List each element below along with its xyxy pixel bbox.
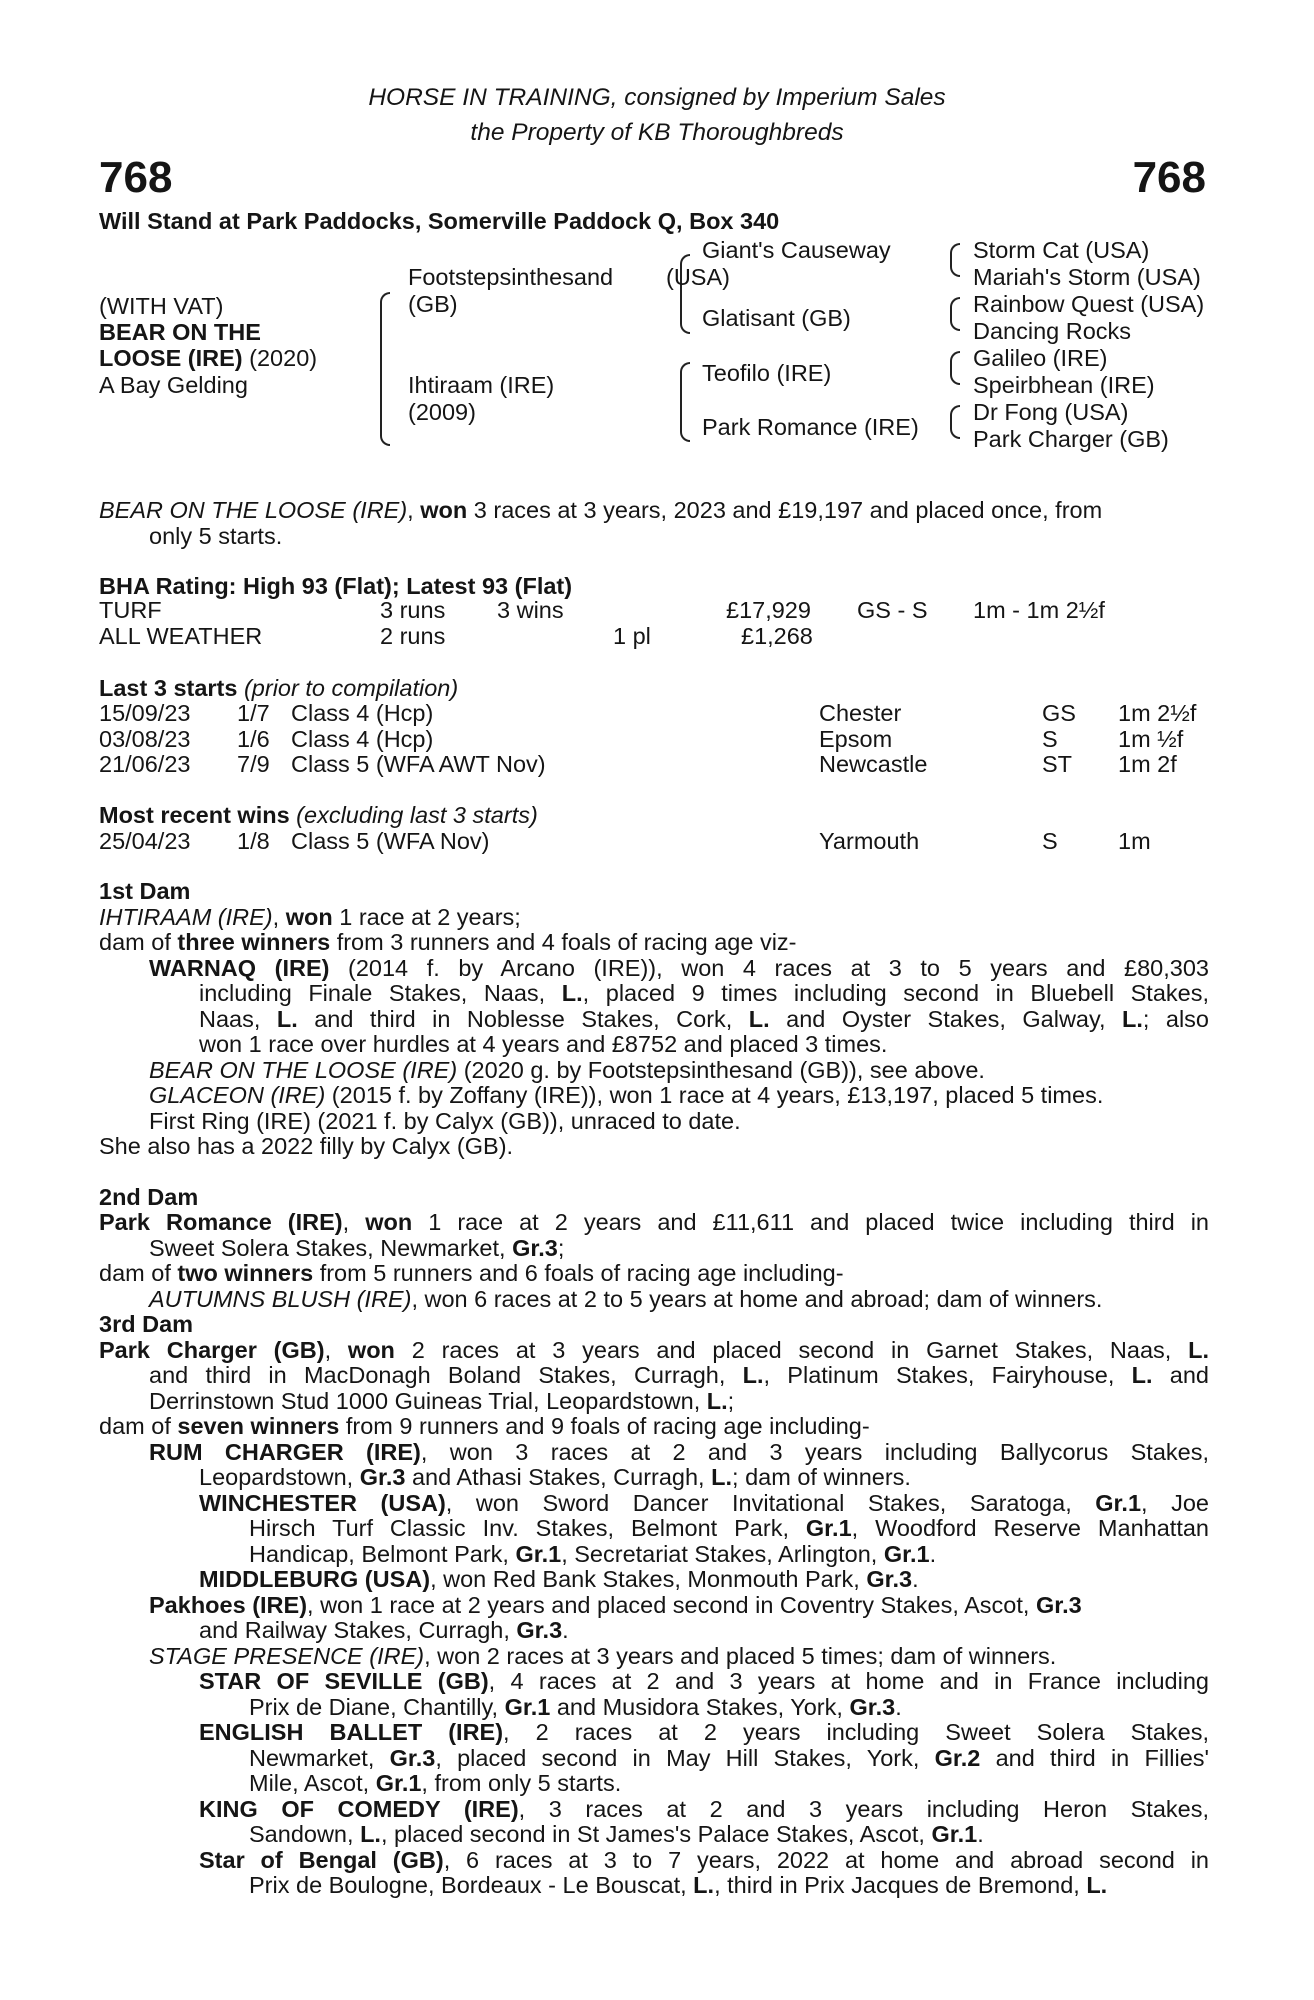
text: seven winners — [177, 1413, 340, 1439]
summary-line-2: only 5 starts. — [149, 523, 283, 549]
sire-sire-line-1: Giant's Causeway — [702, 237, 891, 263]
glaceon-line — [99, 1083, 1209, 1109]
middleburg-name: MIDDLEBURG (USA) — [199, 1566, 431, 1592]
horse-year: (2020) — [242, 345, 318, 371]
dam2-name: Park Romance (IRE) — [99, 1209, 343, 1235]
text: won — [347, 1336, 395, 1363]
dam1-line — [99, 905, 1209, 931]
run-class: Class 5 (WFA Nov) — [291, 828, 490, 854]
sss: Storm Cat (USA) — [973, 237, 1150, 263]
text: , 3 races at 2 and 3 years including Heron Stakes, — [518, 1795, 1209, 1822]
warnaq-line-4: won 1 race over hurdles at 4 years and £8752 and placed 3 times. — [199, 1031, 888, 1057]
horse-name-part: LOOSE (IRE) — [99, 345, 243, 371]
brace-3 — [680, 362, 690, 442]
run-going: ST — [1042, 751, 1073, 777]
group-mark: Gr.1 — [504, 1693, 551, 1720]
text: Derrinstown Stud 1000 Guineas Trial, Leopardstown, — [149, 1387, 707, 1414]
text: . — [929, 1540, 937, 1567]
text: Sweet Solera Stakes, Newmarket, — [149, 1234, 513, 1261]
text: GLACEON (IRE) — [149, 1082, 326, 1108]
run-distance: 1m ½f — [1118, 726, 1184, 752]
text: and third in MacDonagh Boland Stakes, Curragh, — [149, 1362, 743, 1388]
run-position: 7/9 — [237, 751, 270, 777]
text: two winners — [177, 1260, 314, 1286]
text: Sandown, — [249, 1821, 361, 1847]
summary-comma: , — [407, 497, 414, 523]
rating-title: BHA Rating: High 93 (Flat); Latest 93 (Flat) — [99, 573, 573, 599]
rating-prize: £17,929 — [726, 597, 811, 623]
horse-name-line-1: BEAR ON THE — [99, 319, 261, 345]
listed-mark: L. — [742, 1362, 764, 1388]
eng-line-3 — [99, 1771, 1209, 1797]
text: and Musidora Stakes, York, — [550, 1693, 850, 1720]
text: , won Red Bank Stakes, Monmouth Park, — [430, 1566, 867, 1592]
group-mark: Gr.3 — [1035, 1591, 1082, 1618]
warnaq-line-1 — [99, 956, 1209, 982]
text: , 2 races at 2 years including Sweet Solera Stakes, — [503, 1719, 1209, 1745]
horse-name-line-2 — [99, 346, 317, 372]
text: dam of — [99, 929, 178, 955]
text: , 6 races at 3 to 7 years, 2022 at home and abroad second in — [443, 1846, 1210, 1873]
last3-note: (prior to compilation) — [237, 675, 459, 701]
pak-line-1 — [99, 1593, 1209, 1619]
text: from 3 runners and 4 foals of racing age viz- — [330, 929, 797, 955]
group-mark: Gr.2 — [934, 1744, 981, 1771]
text: and Railway Stakes, Curragh, — [199, 1617, 517, 1643]
text: (2015 f. by Zoffany (IRE)), won 1 race at 4 years, £13,197, placed 5 times. — [325, 1082, 1104, 1108]
run-class: Class 4 (Hcp) — [291, 700, 434, 726]
eng-line-2 — [99, 1746, 1209, 1772]
group-mark: Gr.3 — [359, 1464, 406, 1490]
win-line-2 — [99, 1516, 1209, 1542]
star-seville-name: STAR OF SEVILLE (GB) — [199, 1668, 489, 1694]
text: from 5 runners and 6 foals of racing age including- — [313, 1260, 844, 1286]
text: dam of — [99, 1413, 178, 1439]
text: , Platinum Stakes, Fairyhouse, — [763, 1362, 1132, 1388]
text: STAGE PRESENCE (IRE) — [149, 1642, 425, 1669]
stand-location: Will Stand at Park Paddocks, Somerville Paddock Q, Box 340 — [99, 208, 780, 234]
text: . — [562, 1617, 569, 1643]
text: , Joe — [1141, 1489, 1209, 1516]
listed-mark: L. — [693, 1872, 715, 1898]
run-class: Class 4 (Hcp) — [291, 726, 434, 752]
text: (2020 g. by Footstepsinthesand (GB)), see above. — [457, 1056, 985, 1083]
sire-line-2: (GB) — [408, 291, 458, 317]
text: 2 races at 3 years and placed second in Garnet Stakes, Naas, — [394, 1336, 1189, 1363]
sire-sire-line-2: (USA) — [666, 264, 730, 290]
dsd: Speirbhean (IRE) — [973, 372, 1155, 398]
run-date: 25/04/23 — [99, 828, 191, 854]
text: , 4 races at 2 and 3 years at home and in France including — [488, 1668, 1209, 1694]
text: BEAR ON THE LOOSE (IRE) — [149, 1056, 458, 1083]
group-mark: Gr.3 — [512, 1234, 558, 1261]
first-ring-line: First Ring (IRE) (2021 f. by Calyx (GB)), unraced to date. — [149, 1107, 741, 1134]
dam1-produce — [99, 930, 1209, 956]
text: , — [342, 1209, 366, 1235]
listed-mark: L. — [360, 1821, 381, 1847]
dam1-title: 1st Dam — [99, 878, 191, 904]
mid-line — [99, 1567, 1209, 1593]
listed-mark: L. — [748, 1005, 770, 1032]
pakhoes-name: Pakhoes (IRE) — [149, 1591, 308, 1618]
warnaq-line-2 — [99, 981, 1209, 1007]
text: ; — [557, 1234, 565, 1261]
rating-wins: 3 wins — [497, 597, 564, 623]
dam2-title: 2nd Dam — [99, 1183, 199, 1210]
group-mark: Gr.1 — [375, 1770, 422, 1796]
listed-mark: L. — [1188, 1336, 1210, 1363]
vat-note: (WITH VAT) — [99, 293, 224, 319]
lot-number-right: 768 — [1132, 153, 1206, 202]
dam3-line-3 — [99, 1389, 1209, 1415]
warnaq-name: WARNAQ (IRE) — [149, 954, 330, 981]
listed-mark: L. — [1131, 1362, 1153, 1388]
dam-line-2: (2009) — [408, 399, 476, 425]
sire-line-1: Footstepsinthesand — [408, 264, 614, 290]
text: Handicap, Belmont Park, — [249, 1540, 516, 1567]
text: and Athasi Stakes, Curragh, — [405, 1464, 712, 1490]
sire-dam: Glatisant (GB) — [702, 305, 851, 331]
listed-mark: L. — [561, 980, 583, 1006]
spacer — [99, 1160, 1209, 1185]
lot-number-left: 768 — [99, 153, 173, 202]
text: AUTUMNS BLUSH (IRE) — [149, 1285, 412, 1312]
dam2-line-2 — [99, 1236, 1209, 1262]
text: Mile, Ascot, — [249, 1770, 376, 1796]
dam3-line-1 — [99, 1338, 1209, 1364]
dam3-title: 3rd Dam — [99, 1311, 194, 1337]
text: , Woodford Reserve Manhattan — [851, 1515, 1209, 1541]
king-line-2 — [99, 1822, 1209, 1848]
dam2-line-1 — [99, 1210, 1209, 1236]
rating-placed: 1 pl — [613, 623, 651, 649]
rating-runs: 2 runs — [380, 623, 446, 649]
family-section — [99, 879, 1209, 1899]
summary-won: won — [420, 497, 468, 523]
run-distance: 1m — [1118, 828, 1151, 854]
rum-name: RUM CHARGER (IRE) — [149, 1438, 421, 1465]
text: , won 2 races at 3 years and placed 5 times; dam of winners. — [424, 1642, 1057, 1669]
text: including Finale Stakes, Naas, — [199, 980, 562, 1006]
run-date: 15/09/23 — [99, 700, 191, 726]
text: and — [1152, 1362, 1209, 1388]
text: Hirsch Turf Classic Inv. Stakes, Belmont Park, — [249, 1515, 806, 1541]
dam-sire: Teofilo (IRE) — [702, 360, 832, 386]
text: . — [977, 1821, 984, 1847]
text: , — [272, 903, 286, 930]
text: 1 race at 2 years; — [332, 903, 521, 930]
text: (2014 f. by Arcano (IRE)), won 4 races at 3 to 5 years and £80,303 — [329, 954, 1209, 981]
listed-mark: L. — [1122, 1005, 1143, 1032]
text: ; also — [1142, 1005, 1210, 1032]
win-line-3 — [99, 1542, 1209, 1568]
text: , won Sword Dancer Invitational Stakes, Saratoga, — [445, 1489, 1096, 1516]
dam1-name: IHTIRAAM (IRE) — [99, 903, 273, 930]
listed-mark: L. — [711, 1464, 733, 1490]
text: from 9 runners and 9 foals of racing age including- — [339, 1413, 870, 1439]
text: and third in Noblesse Stakes, Cork, — [297, 1005, 749, 1032]
run-distance: 1m 2f — [1118, 751, 1177, 777]
rating-surface: TURF — [99, 597, 162, 623]
text: Prix de Boulogne, Bordeaux - Le Bouscat, — [249, 1872, 694, 1898]
sb-line-1 — [99, 1848, 1209, 1874]
group-mark: Gr.1 — [805, 1515, 852, 1541]
group-mark: Gr.1 — [931, 1821, 978, 1847]
listed-mark: L. — [276, 1005, 298, 1032]
run-course: Epsom — [819, 726, 893, 752]
run-date: 21/06/23 — [99, 751, 191, 777]
text: Newmarket, — [249, 1744, 390, 1771]
horse-description: A Bay Gelding — [99, 372, 248, 398]
ddd: Park Charger (GB) — [973, 426, 1169, 452]
run-course: Newcastle — [819, 751, 928, 777]
sdd: Dancing Rocks — [973, 318, 1132, 344]
summary-line-1 — [99, 498, 1102, 524]
text: , placed second in St James's Palace Stakes, Ascot, — [380, 1821, 932, 1847]
dam3-name: Park Charger (GB) — [99, 1336, 325, 1363]
text: ; dam of winners. — [732, 1464, 911, 1490]
text: , Secretariat Stakes, Arlington, — [561, 1540, 884, 1567]
rum-line-1 — [99, 1440, 1209, 1466]
rum-line-2 — [99, 1465, 1209, 1491]
run-course: Chester — [819, 700, 902, 726]
text: , — [324, 1336, 348, 1363]
eng-line-1 — [99, 1720, 1209, 1746]
run-going: S — [1042, 828, 1058, 854]
text: three winners — [177, 929, 331, 955]
group-mark: Gr.3 — [516, 1617, 563, 1643]
run-distance: 1m 2½f — [1118, 700, 1197, 726]
text: , placed second in May Hill Stakes, York, — [435, 1744, 935, 1771]
king-line-1 — [99, 1797, 1209, 1823]
star-bengal-name: Star of Bengal (GB) — [199, 1846, 444, 1873]
rating-prize: £1,268 — [741, 623, 813, 649]
text: , placed 9 times including second in Bluebell Stakes, — [582, 980, 1209, 1006]
brace-7 — [950, 405, 960, 439]
recent-heading — [99, 803, 538, 829]
winchester-name: WINCHESTER (USA) — [199, 1489, 446, 1516]
sds: Rainbow Quest (USA) — [973, 291, 1205, 317]
dss: Galileo (IRE) — [973, 345, 1108, 371]
text: Naas, — [199, 1005, 277, 1032]
header-line-2: the Property of KB Thoroughbreds — [470, 119, 844, 146]
king-comedy-name: KING OF COMEDY (IRE) — [199, 1795, 519, 1822]
summary-rest-1: 3 races at 3 years, 2023 and £19,197 and placed once, from — [467, 497, 1103, 523]
english-ballet-name: ENGLISH BALLET (IRE) — [199, 1719, 504, 1745]
text: . — [895, 1693, 902, 1720]
run-going: S — [1042, 726, 1058, 752]
text: won — [365, 1209, 413, 1235]
text: , third in Prix Jacques de Bremond, — [714, 1872, 1087, 1898]
dds: Dr Fong (USA) — [973, 399, 1129, 425]
autumns-line — [99, 1287, 1209, 1313]
last3-title: Last 3 starts — [99, 675, 238, 701]
win-line-1 — [99, 1491, 1209, 1517]
text: dam of — [99, 1260, 178, 1286]
text: ; — [727, 1387, 735, 1414]
text: , from only 5 starts. — [421, 1770, 622, 1796]
star-line-2 — [99, 1695, 1209, 1721]
run-going: GS — [1042, 700, 1076, 726]
text: and third in Fillies' — [980, 1744, 1210, 1771]
group-mark: Gr.1 — [515, 1540, 562, 1567]
dam3-produce — [99, 1414, 1209, 1440]
text: , won 3 races at 2 and 3 years including Ballycorus Stakes, — [420, 1438, 1210, 1465]
text: , won 1 race at 2 years and placed second in Coventry Stakes, Ascot, — [307, 1591, 1036, 1618]
dam-dam: Park Romance (IRE) — [702, 414, 919, 440]
text: , won 6 races at 2 to 5 years at home and abroad; dam of winners. — [411, 1285, 1103, 1312]
brace-5 — [950, 297, 960, 331]
last3-heading — [99, 676, 458, 702]
warnaq-line-3 — [99, 1007, 1209, 1033]
text: 1 race at 2 years and £11,611 and placed twice including third in — [412, 1209, 1209, 1235]
dam3-line-2 — [99, 1363, 1209, 1389]
star-line-1 — [99, 1669, 1209, 1695]
rating-runs: 3 runs — [380, 597, 446, 623]
text: and Oyster Stakes, Galway, — [769, 1005, 1122, 1032]
text: won — [285, 903, 333, 930]
sb-line-2 — [99, 1873, 1209, 1899]
summary-horse-name: BEAR ON THE LOOSE (IRE) — [99, 497, 408, 523]
group-mark: Gr.3 — [849, 1693, 896, 1720]
run-position: 1/6 — [237, 726, 270, 752]
run-date: 03/08/23 — [99, 726, 191, 752]
group-mark: Gr.3 — [866, 1566, 913, 1592]
pak-line-2 — [99, 1618, 1209, 1644]
listed-mark: L. — [706, 1387, 728, 1414]
rating-going: GS - S — [857, 597, 928, 623]
text: Prix de Diane, Chantilly, — [249, 1693, 505, 1720]
brace-6 — [950, 351, 960, 385]
ssd: Mariah's Storm (USA) — [973, 264, 1201, 290]
header-line-1: HORSE IN TRAINING, consigned by Imperium Sales — [368, 84, 946, 111]
bear-line — [99, 1058, 1209, 1084]
listed-mark: L. — [1086, 1872, 1108, 1898]
dam-line-1: Ihtiraam (IRE) — [408, 372, 555, 398]
run-position: 1/8 — [237, 828, 270, 854]
text: Leopardstown, — [199, 1464, 360, 1490]
rating-surface: ALL WEATHER — [99, 623, 263, 649]
stage-line — [99, 1644, 1209, 1670]
dam2-produce — [99, 1261, 1209, 1287]
group-mark: Gr.1 — [883, 1540, 930, 1567]
brace-1 — [380, 292, 390, 446]
rating-distance: 1m - 1m 2½f — [973, 597, 1105, 623]
recent-note: (excluding last 3 starts) — [289, 802, 538, 828]
run-position: 1/7 — [237, 700, 270, 726]
run-course: Yarmouth — [819, 828, 920, 854]
run-class: Class 5 (WFA AWT Nov) — [291, 751, 546, 777]
brace-4 — [950, 243, 960, 277]
text: . — [912, 1566, 919, 1592]
also-line: She also has a 2022 filly by Calyx (GB). — [99, 1133, 514, 1159]
group-mark: Gr.3 — [389, 1744, 436, 1771]
group-mark: Gr.1 — [1095, 1489, 1142, 1516]
recent-title: Most recent wins — [99, 802, 290, 828]
